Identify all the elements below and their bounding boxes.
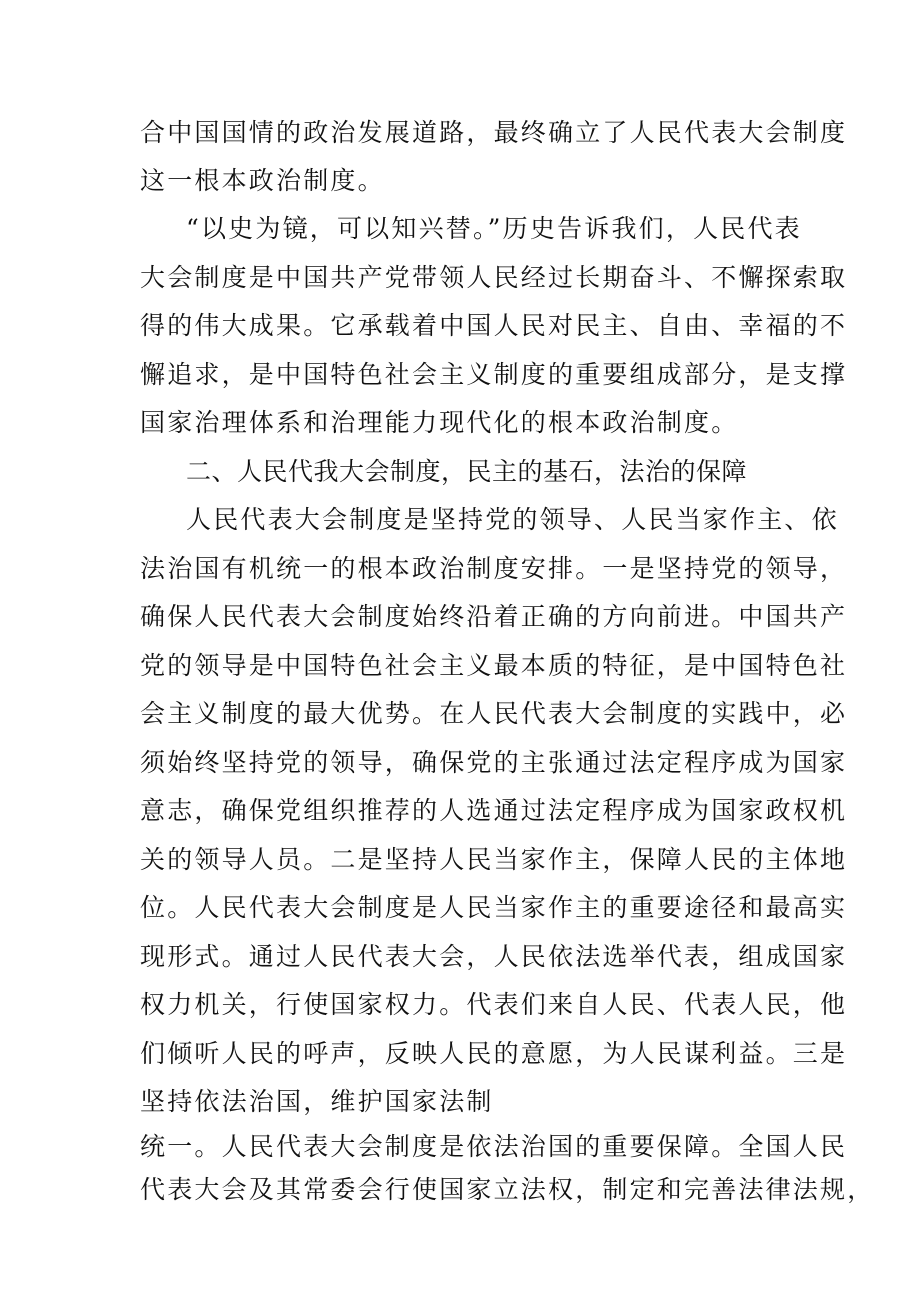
paragraph-line: 权力机关，行使国家权力。代表们来自人民、代表人民，他 — [140, 990, 848, 1019]
paragraph-line: 会主义制度的最大优势。在人民代表大会制度的实践中，必 — [140, 699, 848, 728]
paragraph-line: 统一。人民代表大会制度是依法治国的重要保障。全国人民 — [140, 1132, 848, 1161]
paragraph-line: 位。人民代表大会制度是人民当家作主的重要途径和最高实 — [140, 893, 848, 922]
paragraph-line: 坚持依法治国，维护国家法制 — [140, 1087, 494, 1116]
paragraph-line: 意志，确保党组织推荐的人选通过法定程序成为国家政权机 — [140, 796, 848, 825]
paragraph-line: 大会制度是中国共产党带领人民经过长期奋斗、不懈探索取 — [140, 263, 848, 292]
paragraph-line: 确保人民代表大会制度始终沿着正确的方向前进。中国共产 — [140, 602, 848, 631]
paragraph-line: 代表大会及其常委会行使国家立法权，制定和完善法律法规， — [140, 1175, 875, 1204]
paragraph-line: 国家治理体系和治理能力现代化的根本政治制度。 — [140, 408, 739, 437]
paragraph-line: 法治国有机统一的根本政治制度安排。一是坚持党的领导， — [140, 554, 848, 583]
paragraph-line: 们倾听人民的呼声，反映人民的意愿，为人民谋利益。三是 — [140, 1039, 848, 1068]
paragraph-line: 这一根本政治制度。 — [140, 166, 385, 195]
paragraph-line: “以史为镜，可以知兴替。”历史告诉我们，人民代表 — [186, 214, 802, 243]
paragraph-line: 得的伟大成果。它承载着中国人民对民主、自由、幸福的不 — [140, 311, 848, 340]
paragraph-line: 懈追求，是中国特色社会主义制度的重要组成部分，是支撑 — [140, 360, 848, 389]
paragraph-line: 人民代表大会制度是坚持党的领导、人民当家作主、依 — [186, 505, 839, 534]
paragraph-line: 关的领导人员。二是坚持人民当家作主，保障人民的主体地 — [140, 845, 848, 874]
paragraph-line: 党的领导是中国特色社会主义最本质的特征，是中国特色社 — [140, 651, 848, 680]
section-heading: 二、人民代我大会制度，民主的基石，法治的保障 — [186, 457, 748, 486]
paragraph-line: 须始终坚持党的领导，确保党的主张通过法定程序成为国家 — [140, 748, 848, 777]
paragraph-line: 现形式。通过人民代表大会，人民依法选举代表，组成国家 — [140, 942, 848, 971]
paragraph-line: 合中国国情的政治发展道路，最终确立了人民代表大会制度 — [140, 118, 848, 147]
